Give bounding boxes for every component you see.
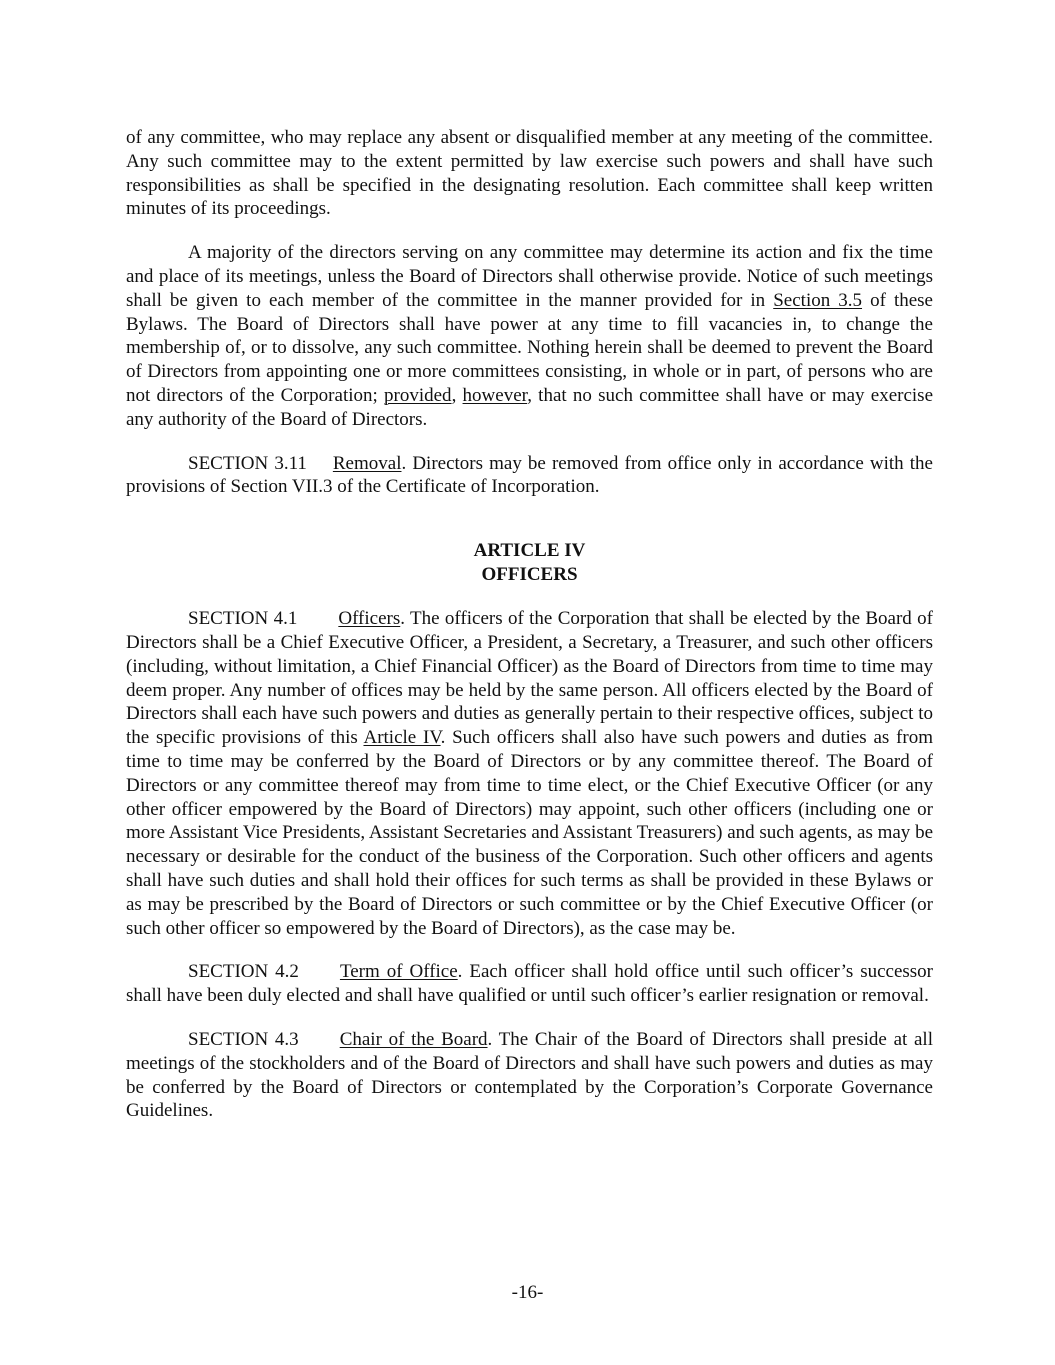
article-title: OFFICERS	[481, 564, 578, 586]
page-number: -16-	[511, 1282, 544, 1303]
section-text: . Directors may be removed from office only in accordance with the provisions of Section VII.3 of the Certificate of Incorporation.	[126, 452, 933, 498]
section-4-1	[126, 607, 933, 940]
provided-term: provided	[384, 384, 452, 406]
section-number: SECTION 3.11	[188, 452, 307, 474]
section-4-2	[126, 960, 933, 1008]
text-segment: , that no such committee shall have or may exercise any authority of the Board of Directors.	[126, 384, 934, 430]
section-text: . Each officer shall hold office until such officer’s successor shall have been duly elected and shall have qualified or until such officer’s earlier resignation or removal.	[126, 961, 933, 1007]
article-number: ARTICLE IV	[473, 540, 586, 562]
section-title: Removal	[332, 452, 402, 474]
section-number: SECTION 4.3	[188, 1028, 299, 1050]
paragraph-committee-continued: of any committee, who may replace any absent or disqualified member at any meeting of the committee. Any such committee may to the extent permitted by law exercise such powers and shall have such responsibilities as shall be specified in the designating resolution. Each committee shall keep written minutes of its proceedings.	[126, 127, 933, 220]
section-title: Chair of the Board	[339, 1028, 488, 1050]
section-3-5-reference: Section 3.5	[773, 289, 863, 311]
however-term: however	[462, 384, 528, 406]
text-segment: of these Bylaws. The Board of Directors shall have power at any time to fill vacancies in, to change the membership of, or to dissolve, any such committee. Nothing herein shall be deemed to prevent the Board of Directors from appointing one or more committees consisting, in whole or in part, of persons who are not directors of the Corporation;	[126, 289, 933, 406]
text-segment: ,	[451, 384, 463, 406]
section-3-11	[126, 452, 933, 500]
document-body	[126, 126, 933, 1123]
section-4-3	[126, 1028, 933, 1123]
section-text: . The Chair of the Board of Directors shall preside at all meetings of the stockholders and of the Board of Directors and shall have such powers and duties as may be conferred by the Board of Directors or contemplated by the Corporation’s Corporate Governance Guidelines.	[126, 1028, 933, 1122]
section-title: Officers	[338, 608, 401, 630]
section-title: Term of Office	[339, 961, 458, 983]
section-text: . Such officers shall also have such powers and duties as from time to time may be conferred by the Board of Directors or by any committee thereof. The Board of Directors or any committee thereof may from time to time elect, or the Chief Executive Officer (or any other officer empowered by the Board of Directors) may appoint, such other officers (including one or more Assistant Vice Presidents, Assistant Secretaries and Assistant Treasurers) and such agents, as may be necessary or desirable for the conduct of the business of the Corporation. Such other officers and agents shall have such duties and shall hold their offices for such terms as shall be provided in these Bylaws or as may be prescribed by the Board of Directors or such committee or by the Chief Executive Officer (or such other officer so empowered by the Board of Directors), as the case may be.	[126, 727, 933, 939]
section-number: SECTION 4.1	[188, 608, 298, 630]
text-segment: A majority of the directors serving on any committee may determine its action and fix the time and place of its meetings, unless the Board of Directors shall otherwise provide. Notice of such meetings shall be given to each member of the committee in the manner provided for in	[126, 242, 933, 311]
paragraph-committee-majority	[126, 241, 933, 431]
section-number: SECTION 4.2	[188, 961, 299, 983]
section-text: . The officers of the Corporation that shall be elected by the Board of Directors shall be a Chief Executive Officer, a President, a Secretary, a Treasurer, and such other officers (including, without limitation, a Chief Financial Officer) as the Board of Directors from time to time may deem proper. Any number of offices may be held by the same person. All officers elected by the Board of Directors shall each have such powers and duties as generally pertain to their respective offices, subject to the specific provisions of this	[126, 608, 933, 749]
article-iv-reference: Article IV	[363, 727, 441, 749]
article-heading	[126, 539, 933, 587]
